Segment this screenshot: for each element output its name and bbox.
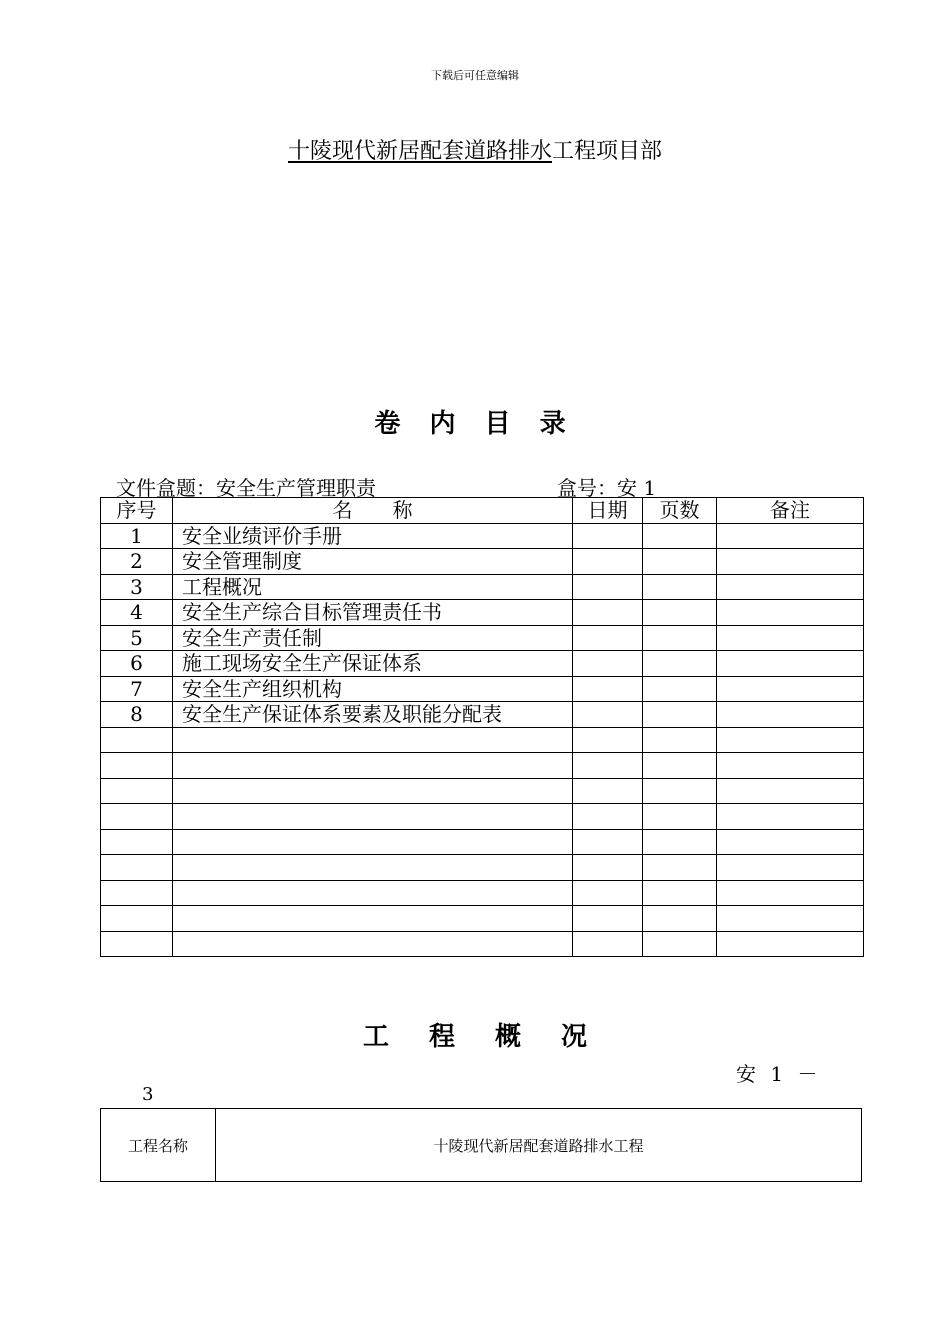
toc-cell-note — [717, 549, 864, 575]
toc-cell-note — [717, 727, 864, 753]
toc-cell-note — [717, 829, 864, 855]
toc-row — [101, 702, 864, 728]
toc-cell-date — [573, 702, 643, 728]
toc-cell-date — [573, 906, 643, 932]
overview-title-char: 程 — [428, 1022, 455, 1052]
toc-cell-name — [173, 804, 573, 830]
toc-cell-name — [173, 727, 573, 753]
toc-row — [101, 523, 864, 549]
toc-cell-note — [717, 855, 864, 881]
col-header-date: 日期 — [573, 498, 643, 524]
toc-cell-note — [717, 702, 864, 728]
download-note: 下载后可任意编辑 — [431, 69, 519, 82]
toc-cell-pages — [643, 804, 717, 830]
col-header-note: 备注 — [717, 498, 864, 524]
toc-cell-date — [573, 574, 643, 600]
toc-cell-no: 1 — [101, 523, 173, 549]
project-title-rest: 工程项目部 — [552, 139, 663, 164]
toc-cell-pages — [643, 880, 717, 906]
toc-cell-date — [573, 625, 643, 651]
doc-code-line2: 3 — [142, 1084, 154, 1105]
toc-title: 卷 内 目 录 — [374, 409, 576, 439]
toc-cell-date — [573, 676, 643, 702]
overview-title — [0, 1016, 950, 1053]
toc-cell-name — [173, 829, 573, 855]
toc-cell-name: 安全生产保证体系要素及职能分配表 — [173, 702, 573, 728]
toc-cell-note — [717, 676, 864, 702]
toc-cell-name: 安全管理制度 — [173, 549, 573, 575]
toc-cell-pages — [643, 676, 717, 702]
toc-cell-name — [173, 931, 573, 957]
toc-cell-name — [173, 906, 573, 932]
toc-cell-date — [573, 549, 643, 575]
project-name-row — [101, 1109, 862, 1182]
toc-cell-no — [101, 804, 173, 830]
toc-cell-no — [101, 906, 173, 932]
project-name-value: 十陵现代新居配套道路排水工程 — [216, 1109, 862, 1182]
toc-cell-name: 安全业绩评价手册 — [173, 523, 573, 549]
toc-cell-name — [173, 778, 573, 804]
toc-row — [101, 880, 864, 906]
toc-cell-no: 7 — [101, 676, 173, 702]
toc-cell-note — [717, 880, 864, 906]
toc-cell-pages — [643, 651, 717, 677]
overview-title-char: 工 — [362, 1022, 389, 1052]
toc-cell-date — [573, 651, 643, 677]
toc-cell-pages — [643, 855, 717, 881]
toc-cell-no: 5 — [101, 625, 173, 651]
toc-cell-pages — [643, 574, 717, 600]
toc-table — [100, 497, 864, 957]
toc-cell-no — [101, 753, 173, 779]
file-box-label: 文件盒题： — [116, 476, 216, 500]
box-number-label: 盒号： — [557, 476, 617, 500]
toc-cell-pages — [643, 931, 717, 957]
col-header-no: 序号 — [101, 498, 173, 524]
toc-cell-no — [101, 880, 173, 906]
toc-cell-pages — [643, 829, 717, 855]
box-number-value: 安 1 — [617, 476, 657, 500]
toc-row — [101, 931, 864, 957]
toc-row — [101, 906, 864, 932]
toc-row — [101, 574, 864, 600]
toc-cell-note — [717, 931, 864, 957]
toc-cell-date — [573, 855, 643, 881]
toc-row — [101, 753, 864, 779]
toc-cell-no: 6 — [101, 651, 173, 677]
project-info-table — [100, 1108, 862, 1182]
toc-cell-no — [101, 931, 173, 957]
toc-cell-date — [573, 778, 643, 804]
toc-cell-note — [717, 753, 864, 779]
toc-row — [101, 651, 864, 677]
toc-cell-pages — [643, 778, 717, 804]
toc-cell-note — [717, 523, 864, 549]
toc-cell-pages — [643, 523, 717, 549]
toc-cell-no: 2 — [101, 549, 173, 575]
toc-row — [101, 625, 864, 651]
toc-cell-pages — [643, 600, 717, 626]
toc-cell-no — [101, 727, 173, 753]
toc-cell-date — [573, 523, 643, 549]
toc-cell-date — [573, 880, 643, 906]
toc-cell-no: 3 — [101, 574, 173, 600]
project-name-label: 工程名称 — [101, 1109, 216, 1182]
toc-row — [101, 778, 864, 804]
toc-row — [101, 855, 864, 881]
toc-cell-date — [573, 829, 643, 855]
toc-cell-pages — [643, 753, 717, 779]
project-title-underlined: 十陵现代新居配套道路排水 — [287, 139, 552, 164]
toc-header-row — [101, 498, 864, 524]
toc-cell-pages — [643, 549, 717, 575]
toc-cell-date — [573, 931, 643, 957]
toc-cell-pages — [643, 906, 717, 932]
toc-cell-name — [173, 880, 573, 906]
toc-cell-date — [573, 600, 643, 626]
toc-cell-name: 工程概况 — [173, 574, 573, 600]
toc-cell-note — [717, 804, 864, 830]
toc-cell-note — [717, 906, 864, 932]
toc-cell-name: 安全生产综合目标管理责任书 — [173, 600, 573, 626]
toc-cell-note — [717, 778, 864, 804]
toc-row — [101, 600, 864, 626]
toc-cell-note — [717, 600, 864, 626]
col-header-pages: 页数 — [643, 498, 717, 524]
toc-row — [101, 829, 864, 855]
toc-row — [101, 804, 864, 830]
toc-row — [101, 549, 864, 575]
toc-cell-no — [101, 855, 173, 881]
overview-title-char: 况 — [561, 1022, 588, 1052]
toc-cell-no — [101, 778, 173, 804]
toc-cell-name: 安全生产责任制 — [173, 625, 573, 651]
toc-cell-no: 4 — [101, 600, 173, 626]
toc-cell-no — [101, 829, 173, 855]
toc-cell-date — [573, 804, 643, 830]
toc-cell-note — [717, 625, 864, 651]
col-header-name: 名 称 — [173, 498, 573, 524]
toc-cell-name — [173, 753, 573, 779]
toc-cell-pages — [643, 702, 717, 728]
toc-row — [101, 676, 864, 702]
file-box-value: 安全生产管理职责 — [216, 476, 376, 500]
toc-cell-date — [573, 727, 643, 753]
doc-code-line1: 安 1 － — [736, 1062, 822, 1086]
toc-cell-pages — [643, 727, 717, 753]
toc-row — [101, 727, 864, 753]
toc-cell-no: 8 — [101, 702, 173, 728]
toc-cell-name — [173, 855, 573, 881]
toc-cell-name: 安全生产组织机构 — [173, 676, 573, 702]
toc-cell-pages — [643, 625, 717, 651]
toc-cell-note — [717, 651, 864, 677]
toc-cell-name: 施工现场安全生产保证体系 — [173, 651, 573, 677]
toc-cell-note — [717, 574, 864, 600]
overview-title-char: 概 — [495, 1022, 522, 1052]
project-title — [0, 134, 950, 165]
toc-cell-date — [573, 753, 643, 779]
